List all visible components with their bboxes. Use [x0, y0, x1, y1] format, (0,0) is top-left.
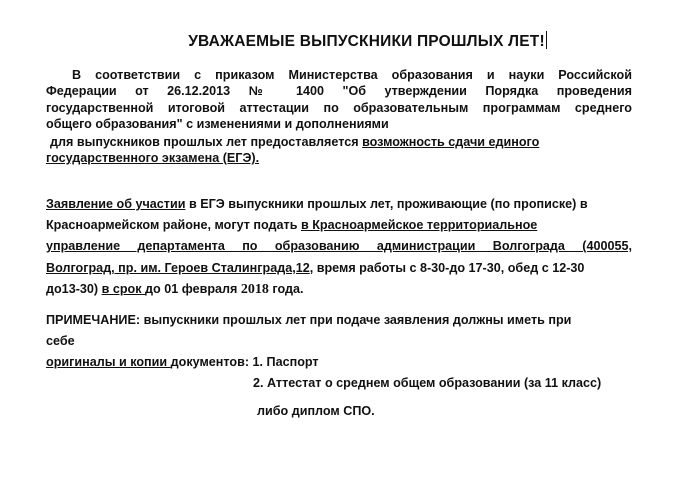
- note-item-2: 2. Аттестат о среднем общем образовании (за 11 класс): [253, 376, 602, 390]
- page-title: [30, 31, 675, 51]
- p2-text: для выпускников прошлых лет предоставляется: [50, 135, 363, 149]
- originals-copies: оригиналы и копии: [46, 355, 171, 369]
- note-line-1: [46, 312, 632, 328]
- p3-text-2: Красноармейском районе, могут подать: [46, 218, 301, 232]
- note-line-2: себе: [46, 334, 75, 348]
- title-text: УВАЖАЕМЫЕ ВЫПУСКНИКИ ПРОШЛЫХ ЛЕТ!: [188, 33, 545, 50]
- deadline-label: в срок: [101, 282, 146, 296]
- p3-line-1: [46, 196, 632, 212]
- note-item-2-alt: либо диплом СПО.: [257, 404, 375, 418]
- p1-line-1: В соответствии с приказом Министерства образования и науки Российской: [72, 68, 632, 82]
- office-name: в Красноармейское территориальное: [300, 218, 538, 232]
- deadline-year: 2018: [240, 282, 269, 297]
- p3-line-4: [46, 260, 632, 276]
- p1-line-3: государственной итоговой аттестации по образовательным программам среднего: [46, 101, 632, 115]
- lunch-end: до13-30): [46, 282, 102, 296]
- p3-line-2: [46, 217, 632, 233]
- p3-line-3: управление департамента по образованию администрации Волгограда (400055,: [46, 239, 632, 253]
- text-cursor: [546, 31, 547, 49]
- p2-exam-name: государственного экзамена (ЕГЭ).: [46, 151, 260, 165]
- note-label: ПРИМЕЧАНИЕ:: [46, 313, 141, 327]
- p3-line-5: [46, 281, 632, 298]
- p1-line-4: общего образования" с изменениями и дополнениями: [46, 117, 389, 131]
- note-line-3: [46, 354, 632, 370]
- work-hours: , время работы с 8-30-до 17-30, обед с 12-30: [309, 261, 585, 275]
- p2-underlined: возможность сдачи единого: [362, 135, 540, 149]
- p2-line-1: [46, 134, 636, 150]
- p3-text-1: в ЕГЭ выпускники прошлых лет, проживающие (по прописке) в: [185, 197, 588, 211]
- documents-passport: документов: 1. Паспорт: [170, 355, 319, 369]
- address: Волгоград, пр. им. Героев Сталинграда,12: [46, 261, 310, 275]
- note-text: выпускники прошлых лет при подаче заявления должны иметь при: [140, 313, 572, 327]
- p1-line-2: Федерации от 26.12.2013 № 1400 "Об утверждении Порядка проведения: [46, 84, 632, 98]
- deadline-date: до 01 февраля: [145, 282, 241, 296]
- p2-line-2: [46, 150, 632, 166]
- application-label: Заявление об участии: [46, 197, 186, 211]
- deadline-suffix: года.: [268, 282, 304, 296]
